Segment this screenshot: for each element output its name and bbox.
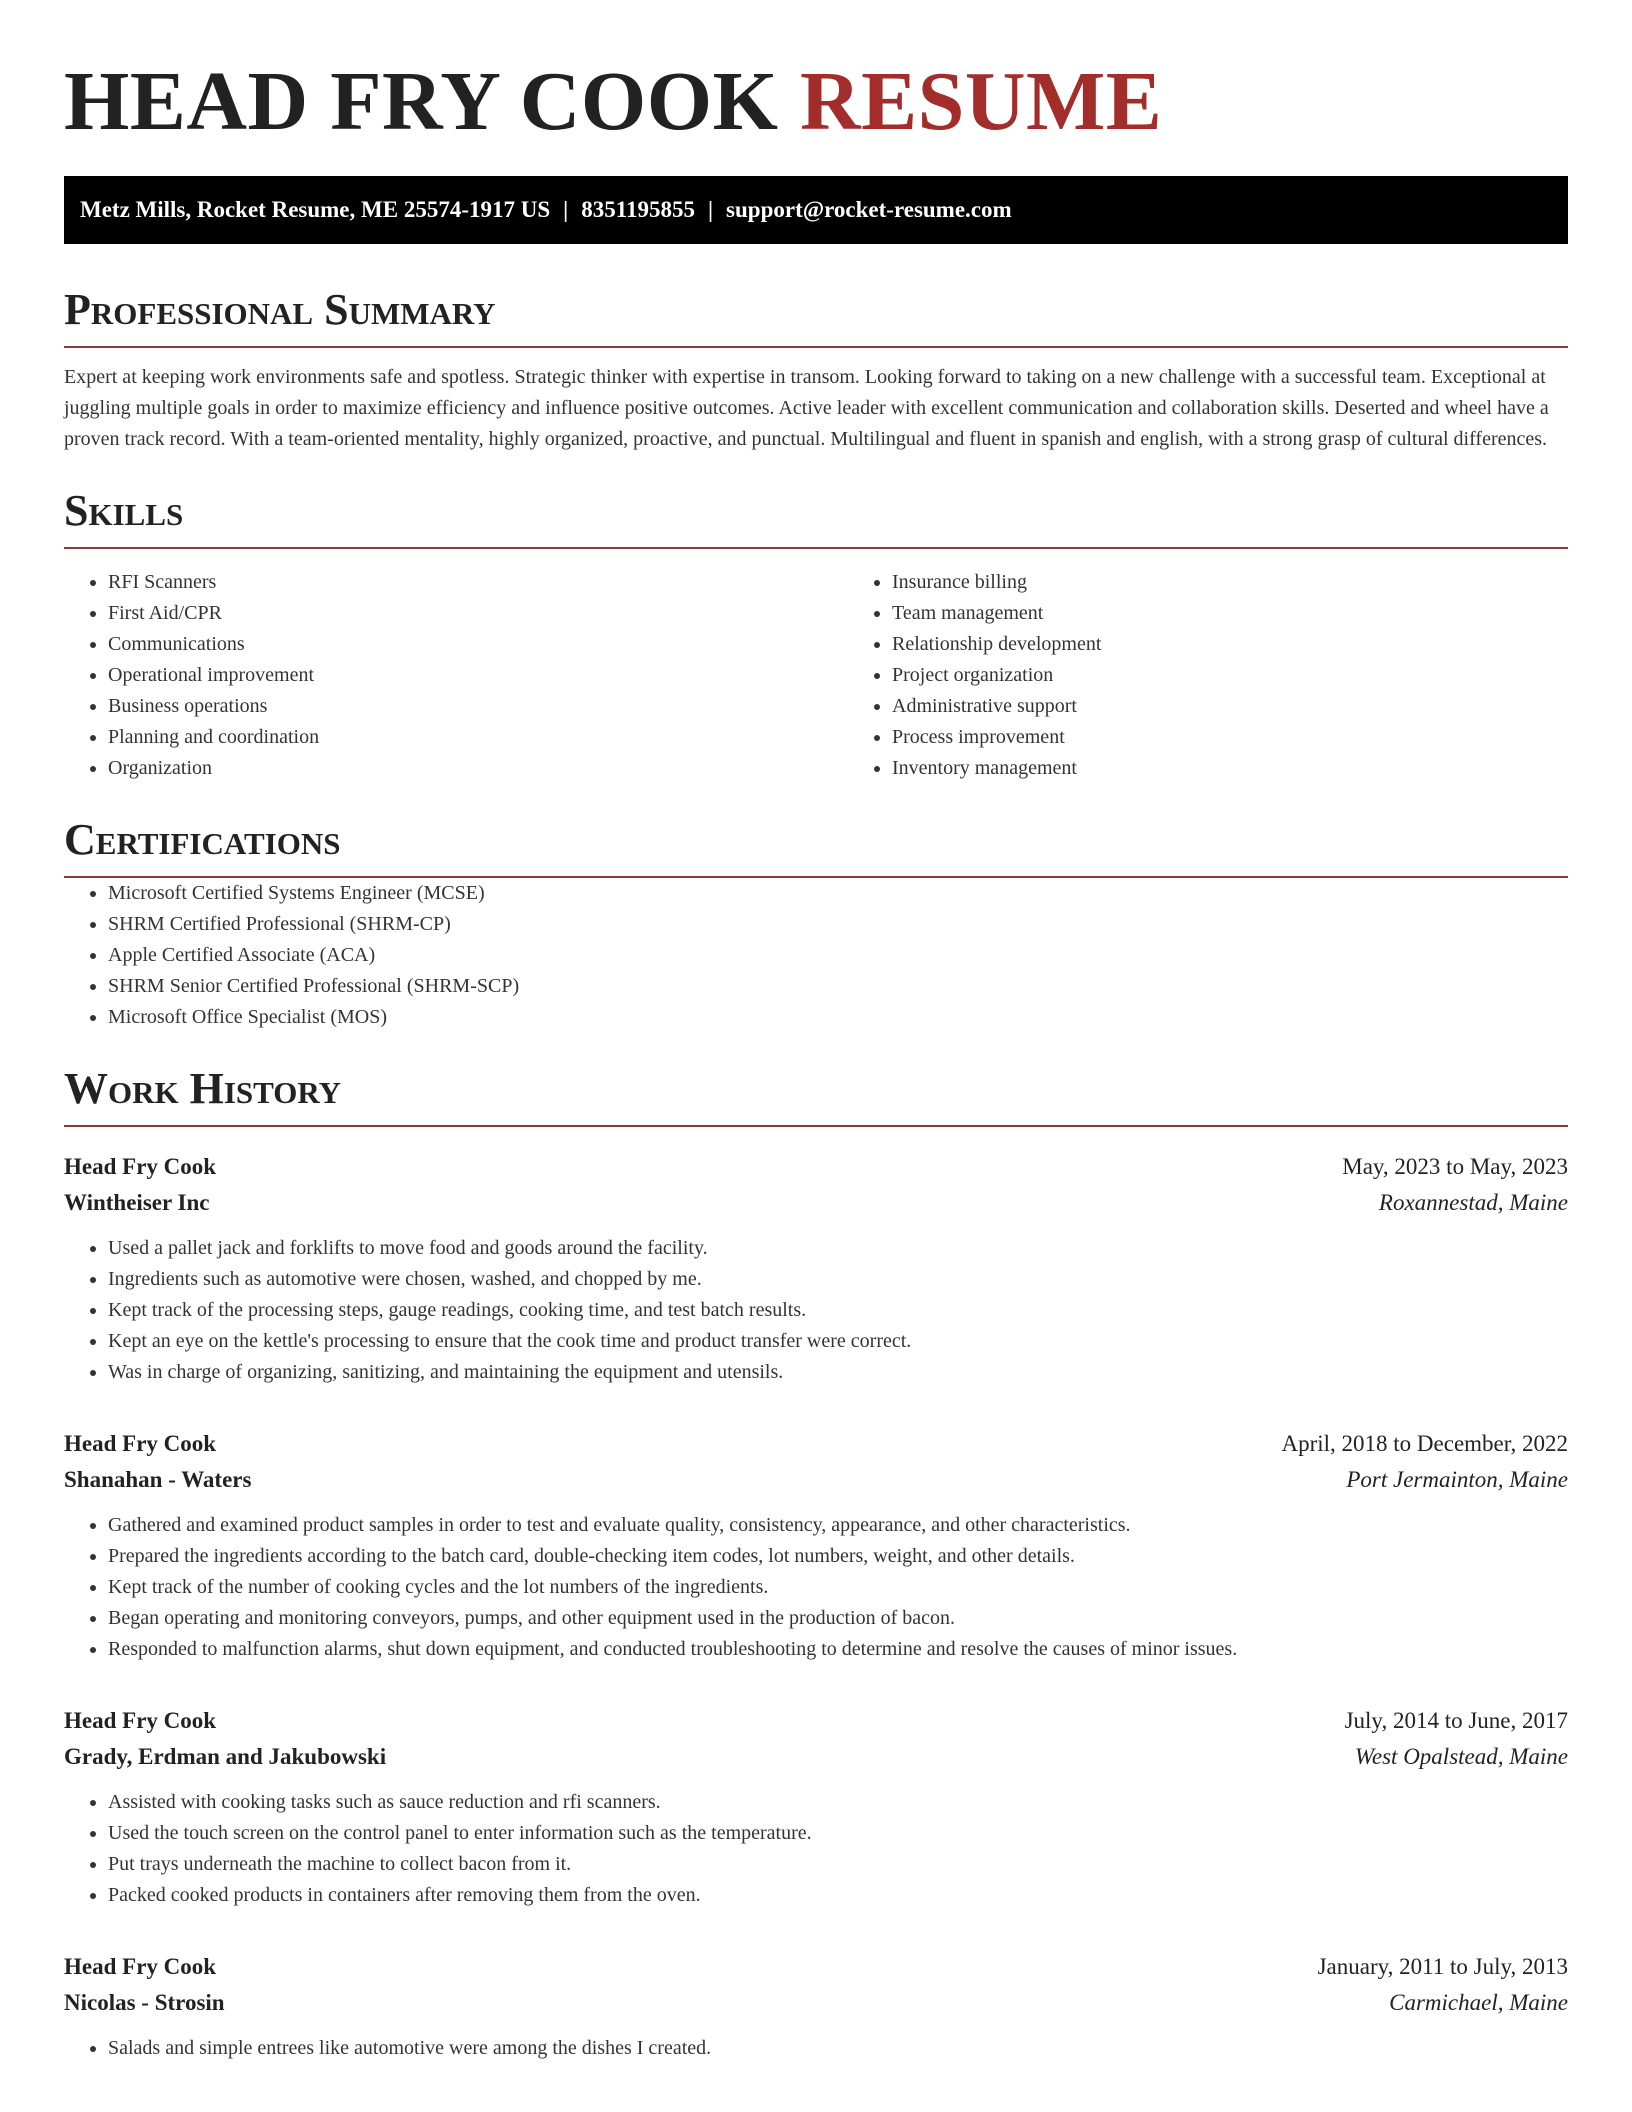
skill-item: • RFI Scanners	[108, 567, 848, 598]
skill-item: • Insurance billing	[892, 567, 1632, 598]
summary-heading: Professional Summary	[64, 284, 1568, 348]
contact-phone: 8351195855	[581, 197, 695, 222]
work-history-section	[64, 1063, 1568, 2064]
certification-item: • Apple Certified Associate (ACA)	[108, 940, 1568, 971]
certification-item: • SHRM Senior Certified Professional (SHRM-SCP)	[108, 971, 1568, 1002]
contact-email: support@rocket-resume.com	[726, 197, 1012, 222]
job-company: Grady, Erdman and Jakubowski	[64, 1744, 387, 1769]
skill-item: • Process improvement	[892, 722, 1632, 753]
skill-item: • Business operations	[108, 691, 848, 722]
job-duty: • Prepared the ingredients according to the batch card, double-checking item codes, lot numbers, weight, and other details.	[108, 1541, 1568, 1572]
job-duty: • Began operating and monitoring conveyors, pumps, and other equipment used in the production of bacon.	[108, 1603, 1568, 1634]
certification-item: • SHRM Certified Professional (SHRM-CP)	[108, 909, 1568, 940]
job-title: Head Fry Cook	[64, 1431, 217, 1456]
job-duty: • Responded to malfunction alarms, shut down equipment, and conducted troubleshooting to determine and resolve the causes of minor issues.	[108, 1634, 1568, 1665]
job-dates: January, 2011 to July, 2013	[1317, 1954, 1568, 1979]
job-location: Carmichael, Maine	[1389, 1990, 1568, 2015]
skill-item: • Operational improvement	[108, 660, 848, 691]
summary-text: Expert at keeping work environments safe and spotless. Strategic thinker with expertise in transom. Looking forward to taking on a new challenge with a successful team. Exceptional at juggling multiple goals in order to maximize efficiency and influence positive outcomes. Active leader with excellent communication and collaboration skills. Deserted and wheel have a proven track record. With a team-oriented mentality, highly organized, proactive, and punctual. Multilingual and fluent in spanish and english, with a strong grasp of cultural differences.	[64, 366, 1549, 450]
job-dates: April, 2018 to December, 2022	[1281, 1431, 1568, 1456]
skills-grid	[64, 567, 1568, 784]
certification-item: • Microsoft Office Specialist (MOS)	[108, 1002, 1568, 1033]
job-company-row	[64, 1185, 1568, 1221]
job-duty: • Assisted with cooking tasks such as sauce reduction and rfi scanners.	[108, 1787, 1568, 1818]
job-header-row	[64, 1149, 1568, 1185]
skills-list-right	[848, 567, 1632, 784]
contact-address: Metz Mills, Rocket Resume, ME 25574-1917 US	[80, 197, 551, 222]
job-duty: • Salads and simple entrees like automotive were among the dishes I created.	[108, 2033, 1568, 2064]
skill-item: • First Aid/CPR	[108, 598, 848, 629]
title-main: HEAD FRY COOK	[64, 55, 779, 148]
job-duty: • Used a pallet jack and forklifts to move food and goods around the facility.	[108, 1233, 1568, 1264]
certifications-heading: Certifications	[64, 814, 1568, 878]
job-duty: • Kept track of the processing steps, gauge readings, cooking time, and test batch results.	[108, 1295, 1568, 1326]
job-company-row	[64, 1985, 1568, 2021]
contact-separator: |	[707, 197, 714, 222]
job-company: Nicolas - Strosin	[64, 1990, 225, 2015]
job-duty: • Kept an eye on the kettle's processing to ensure that the cook time and product transfer were correct.	[108, 1326, 1568, 1357]
job-title: Head Fry Cook	[64, 1954, 217, 1979]
job-header-row	[64, 1426, 1568, 1462]
job-company-row	[64, 1462, 1568, 1498]
job-entry	[64, 1703, 1568, 1911]
job-location: West Opalstead, Maine	[1354, 1744, 1568, 1769]
job-location: Roxannestad, Maine	[1378, 1190, 1568, 1215]
job-title: Head Fry Cook	[64, 1154, 217, 1179]
title-accent: RESUME	[799, 55, 1163, 148]
certifications-section	[64, 814, 1568, 1033]
job-location: Port Jermainton, Maine	[1346, 1467, 1568, 1492]
job-duty: • Ingredients such as automotive were chosen, washed, and chopped by me.	[108, 1264, 1568, 1295]
job-dates: May, 2023 to May, 2023	[1342, 1154, 1568, 1179]
job-company-row	[64, 1739, 1568, 1775]
job-duty: • Was in charge of organizing, sanitizing, and maintaining the equipment and utensils.	[108, 1357, 1568, 1388]
skills-section	[64, 485, 1568, 784]
job-entry	[64, 1949, 1568, 2064]
job-duty: • Put trays underneath the machine to collect bacon from it.	[108, 1849, 1568, 1880]
work-history-heading: Work History	[64, 1063, 1568, 1127]
resume-title	[64, 52, 1568, 152]
skills-list-left	[64, 567, 848, 784]
skill-item: • Relationship development	[892, 629, 1632, 660]
certifications-list	[64, 878, 1568, 1033]
job-duties-list	[64, 1787, 1568, 1911]
job-header-row	[64, 1949, 1568, 1985]
skill-item: • Communications	[108, 629, 848, 660]
contact-bar	[64, 176, 1568, 244]
skills-heading: Skills	[64, 485, 1568, 549]
job-header-row	[64, 1703, 1568, 1739]
certification-item: • Microsoft Certified Systems Engineer (MCSE)	[108, 878, 1568, 909]
job-dates: July, 2014 to June, 2017	[1344, 1708, 1568, 1733]
skill-item: • Team management	[892, 598, 1632, 629]
job-duty: • Gathered and examined product samples in order to test and evaluate quality, consistency, appearance, and other characteristics.	[108, 1510, 1568, 1541]
skill-item: • Organization	[108, 753, 848, 784]
job-duty: • Packed cooked products in containers after removing them from the oven.	[108, 1880, 1568, 1911]
job-duties-list	[64, 1233, 1568, 1388]
job-duties-list	[64, 2033, 1568, 2064]
job-duty: • Used the touch screen on the control panel to enter information such as the temperature.	[108, 1818, 1568, 1849]
job-duties-list	[64, 1510, 1568, 1665]
job-company: Shanahan - Waters	[64, 1467, 252, 1492]
skill-item: • Administrative support	[892, 691, 1632, 722]
contact-separator: |	[563, 197, 569, 222]
skill-item: • Inventory management	[892, 753, 1632, 784]
skill-item: • Planning and coordination	[108, 722, 848, 753]
job-entry	[64, 1426, 1568, 1665]
skill-item: • Project organization	[892, 660, 1632, 691]
job-entry	[64, 1149, 1568, 1388]
job-duty: • Kept track of the number of cooking cycles and the lot numbers of the ingredients.	[108, 1572, 1568, 1603]
job-title: Head Fry Cook	[64, 1708, 217, 1733]
job-company: Wintheiser Inc	[64, 1190, 210, 1215]
